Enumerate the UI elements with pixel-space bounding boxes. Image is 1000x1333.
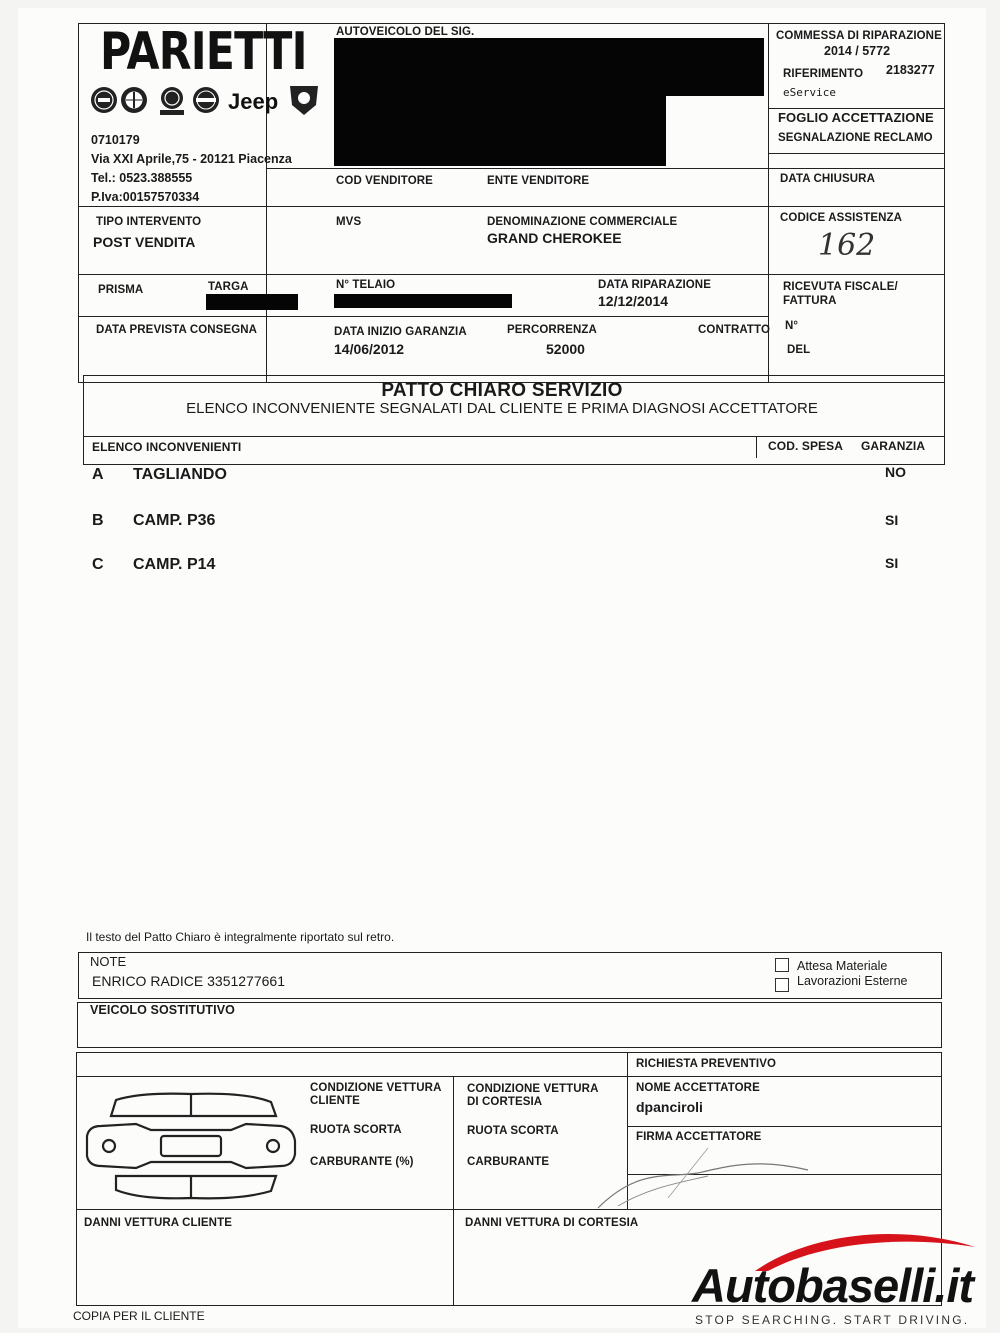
danni-cortesia-label: DANNI VETTURA DI CORTESIA [465,1217,639,1229]
percorrenza-value: 52000 [546,341,585,357]
patto-title: PATTO CHIARO SERVIZIO [381,380,623,401]
nome-accettatore-value: dpanciroli [636,1099,703,1115]
attesa-materiale-label: Attesa Materiale [797,959,888,973]
cond-cliente-label-1: CONDIZIONE VETTURA [310,1082,442,1094]
col-elenco-inconvenienti: ELENCO INCONVENIENTI [92,440,242,454]
patto-subtitle: ELENCO INCONVENIENTE SEGNALATI DAL CLIENTE E PRIMA DIAGNOSI ACCETTATORE [186,400,818,417]
autoveicolo-label: AUTOVEICOLO DEL SIG. [336,26,475,38]
mvs-label: MVS [336,216,362,228]
redacted-telaio [334,294,512,308]
watermark-logo [690,1225,990,1330]
dealer-code: 0710179 [91,133,140,147]
abarth-logo-icon [290,86,318,115]
cond-cortesia-label-1: CONDIZIONE VETTURA [467,1083,599,1095]
data-riparazione-label: DATA RIPARAZIONE [598,279,711,291]
alfa-romeo-logo-icon [121,87,147,113]
redacted-owner-address [334,94,666,166]
watermark-brand: Autobaselli.it [692,1259,974,1312]
copia-cliente: COPIA PER IL CLIENTE [73,1309,205,1323]
carburante-cortesia-label: CARBURANTE [467,1156,550,1168]
codice-assistenza-label: CODICE ASSISTENZA [780,212,903,224]
signature [578,1128,838,1218]
redacted-targa [206,294,298,310]
dealer-piva: P.Iva:00157570334 [91,190,200,204]
foglio-accettazione: FOGLIO ACCETTAZIONE [778,110,934,125]
car-damage-diagram-icon [81,1086,301,1204]
prisma-label: PRISMA [98,284,144,296]
item-garanzia: SI [885,512,899,528]
dealer-logo: PARIETTI [100,22,307,82]
nome-accettatore-label: NOME ACCETTATORE [636,1082,760,1094]
item-garanzia: NO [885,464,906,480]
riferimento-label: RIFERIMENTO [783,68,864,80]
codice-assistenza-value: 162 [818,228,876,263]
redacted-owner [334,38,764,96]
ruota-scorta-cortesia-label: RUOTA SCORTA [467,1125,559,1137]
brand-logos [90,83,324,117]
jeep-logo-icon [228,89,278,114]
list-item [90,556,940,580]
list-item [90,466,940,490]
data-inizio-garanzia-value: 14/06/2012 [334,341,405,357]
note-label: NOTE [90,954,127,969]
item-letter: B [92,512,104,529]
contratto-label: CONTRATTO [698,324,771,336]
numero-label: N° [785,320,799,332]
dealer-address: Via XXI Aprile,75 - 20121 Piacenza [91,152,292,166]
attesa-materiale-checkbox[interactable] [775,958,789,972]
targa-label: TARGA [208,281,249,293]
fattura-label: FATTURA [783,295,837,307]
segnalazione-reclamo: SEGNALAZIONE RECLAMO [778,132,933,144]
item-letter: C [92,556,104,573]
riferimento-value: 2183277 [886,63,935,77]
data-inizio-garanzia-label: DATA INIZIO GARANZIA [334,326,467,338]
del-label: DEL [787,344,811,356]
note-value: ENRICO RADICE 3351277661 [92,973,285,989]
denominazione-value: GRAND CHEROKEE [487,230,622,246]
col-cod-spesa: COD. SPESA [768,439,844,453]
data-riparazione-value: 12/12/2014 [598,293,669,309]
ente-venditore-label: ENTE VENDITORE [487,175,590,187]
data-consegna-label: DATA PREVISTA CONSEGNA [96,324,258,336]
firma-accettatore-label: FIRMA ACCETTATORE [636,1131,762,1143]
richiesta-preventivo-label: RICHIESTA PREVENTIVO [636,1058,777,1070]
lancia-logo-icon [193,87,219,113]
fiat-professional-logo-icon [160,87,184,115]
danni-cliente-label: DANNI VETTURA CLIENTE [84,1217,232,1229]
item-description: CAMP. P14 [133,556,216,573]
retro-note: Il testo del Patto Chiaro è integralmente riportato sul retro. [86,930,395,944]
cod-venditore-label: COD VENDITORE [336,175,433,187]
item-description: TAGLIANDO [133,466,227,483]
lavorazioni-esterne-checkbox[interactable] [775,978,789,992]
tipo-intervento-value: POST VENDITA [93,234,196,250]
item-letter: A [92,466,104,483]
commessa-label: COMMESSA DI RIPARAZIONE [776,30,942,42]
dealer-tel: Tel.: 0523.388555 [91,171,193,185]
item-description: CAMP. P36 [133,512,216,529]
ricevuta-fiscale-label: RICEVUTA FISCALE/ [783,281,898,293]
carburante-cliente-label: CARBURANTE (%) [310,1156,414,1168]
veicolo-sostitutivo-label: VEICOLO SOSTITUTIVO [90,1003,235,1017]
fiat-logo-icon [91,87,117,113]
data-chiusura-label: DATA CHIUSURA [780,173,875,185]
document-page [18,8,986,1328]
item-garanzia: SI [885,555,899,571]
ruota-scorta-cliente-label: RUOTA SCORTA [310,1124,402,1136]
commessa-value: 2014 / 5772 [824,44,891,58]
denominazione-label: DENOMINAZIONE COMMERCIALE [487,216,678,228]
cond-cortesia-label-2: DI CORTESIA [467,1096,543,1108]
cond-cliente-label-2: CLIENTE [310,1095,360,1107]
lavorazioni-esterne-label: Lavorazioni Esterne [797,974,908,988]
telaio-label: N° TELAIO [336,279,396,291]
watermark-tagline: STOP SEARCHING. START DRIVING. [695,1313,970,1327]
svg-text:Jeep: Jeep [228,89,279,114]
tipo-intervento-label: TIPO INTERVENTO [96,216,202,228]
col-garanzia: GARANZIA [861,439,926,453]
percorrenza-label: PERCORRENZA [507,324,597,336]
list-item [90,512,940,536]
eservice-label: eService [783,86,836,99]
